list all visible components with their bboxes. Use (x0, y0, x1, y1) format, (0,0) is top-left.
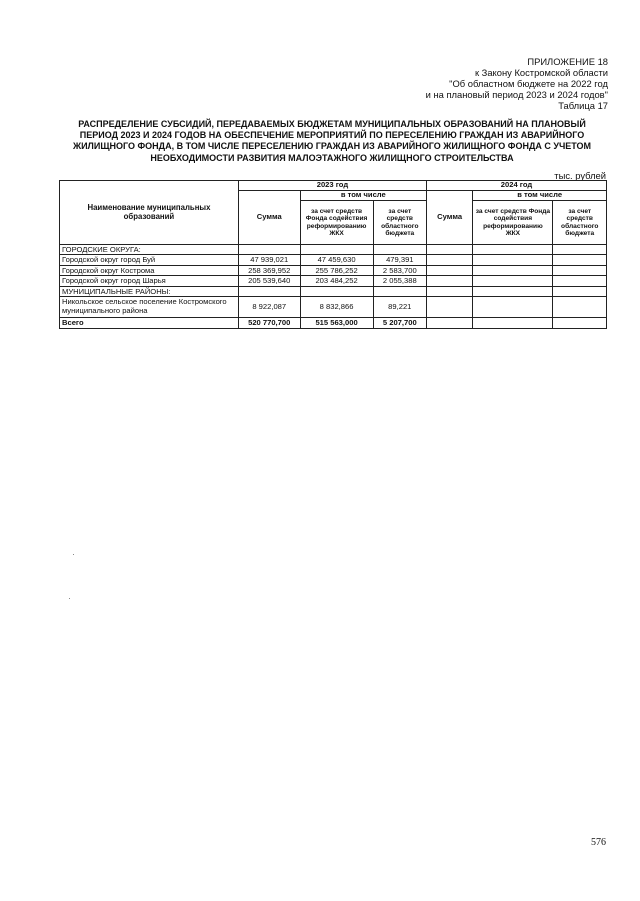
section-row (60, 245, 607, 255)
total-label: Всего (60, 317, 239, 328)
row-name: Никольское сельское поселение Костромского муниципального района (60, 296, 239, 317)
row-sum-2023: 8 922,087 (238, 296, 300, 317)
total-sum-2023: 520 770,700 (238, 317, 300, 328)
appendix-line: Таблица 17 (558, 100, 608, 111)
subsidy-table (59, 180, 607, 329)
document-title: РАСПРЕДЕЛЕНИЕ СУБСИДИЙ, ПЕРЕДАВАЕМЫХ БЮДЖЕТАМ МУНИЦИПАЛЬНЫХ ОБРАЗОВАНИЙ НА ПЛАНОВЫЙ ПЕРИОД 2023 И 2024 ГОДОВ НА ОБЕСПЕЧЕНИЕ МЕРОПРИЯТИЙ ПО ПЕРЕСЕЛЕНИЮ ГРАЖДАН ИЗ АВАРИЙНОГО ЖИЛИЩНОГО ФОНДА, В ТОМ ЧИСЛЕ ПЕРЕСЕЛЕНИЮ ГРАЖДАН ИЗ АВАРИЙНОГО ЖИЛИЩНОГО ФОНДА С УЧЕТОМ НЕОБХОДИМОСТИ РАЗВИТИЯ МАЛОЭТАЖНОГО ЖИЛИЩНОГО СТРОИТЕЛЬСТВА (72, 119, 592, 163)
header-name: Наименование муниципальных образований (60, 181, 239, 245)
row-sum-2023: 258 369,952 (238, 265, 300, 276)
row-fund-2023: 203 484,252 (300, 276, 373, 287)
header-fund-2023: за счет средств Фонда содействия реформированию ЖКХ (300, 201, 373, 245)
row-fund-2023: 255 786,252 (300, 265, 373, 276)
table-row (60, 296, 607, 317)
row-regional-2023: 2 583,700 (373, 265, 426, 276)
total-row (60, 317, 607, 328)
header-including-2023: в том числе (300, 191, 426, 201)
header-regional-2024: за счет средств областного бюджета (553, 201, 607, 245)
table-row (60, 276, 607, 287)
total-regional-2023: 5 207,700 (373, 317, 426, 328)
appendix-line: "Об областном бюджете на 2022 год (449, 78, 608, 89)
row-name: Городской округ город Буй (60, 255, 239, 266)
row-fund-2023: 8 832,866 (300, 296, 373, 317)
appendix-line: ПРИЛОЖЕНИЕ 18 (527, 56, 608, 67)
scan-speck (73, 554, 74, 555)
header-including-2024: в том числе (473, 191, 607, 201)
row-regional-2023: 479,391 (373, 255, 426, 266)
row-regional-2023: 89,221 (373, 296, 426, 317)
header-sum-2024: Сумма (427, 191, 473, 245)
row-fund-2023: 47 459,630 (300, 255, 373, 266)
header-fund-2024: за счет средств Фонда содействия реформированию ЖКХ (473, 201, 553, 245)
row-name: Городской округ Кострома (60, 265, 239, 276)
appendix-line: и на плановый период 2023 и 2024 годов" (425, 89, 608, 100)
appendix-line: к Закону Костромской области (474, 67, 608, 78)
row-sum-2023: 47 939,021 (238, 255, 300, 266)
scan-speck (69, 598, 70, 599)
appendix-header (308, 56, 608, 111)
header-regional-2023: за счет средств областного бюджета (373, 201, 426, 245)
section-row (60, 286, 607, 296)
header-year-2024: 2024 год (427, 181, 607, 191)
table-row (60, 265, 607, 276)
header-sum-2023: Сумма (238, 191, 300, 245)
table-row (60, 255, 607, 266)
total-fund-2023: 515 563,000 (300, 317, 373, 328)
units-label: тыс. рублей (554, 170, 606, 181)
page-number: 576 (591, 837, 606, 848)
row-sum-2023: 205 539,640 (238, 276, 300, 287)
section-label: МУНИЦИПАЛЬНЫЕ РАЙОНЫ: (60, 286, 239, 296)
header-year-2023: 2023 год (238, 181, 426, 191)
row-regional-2023: 2 055,388 (373, 276, 426, 287)
row-name: Городской округ город Шарья (60, 276, 239, 287)
section-label: ГОРОДСКИЕ ОКРУГА: (60, 245, 239, 255)
